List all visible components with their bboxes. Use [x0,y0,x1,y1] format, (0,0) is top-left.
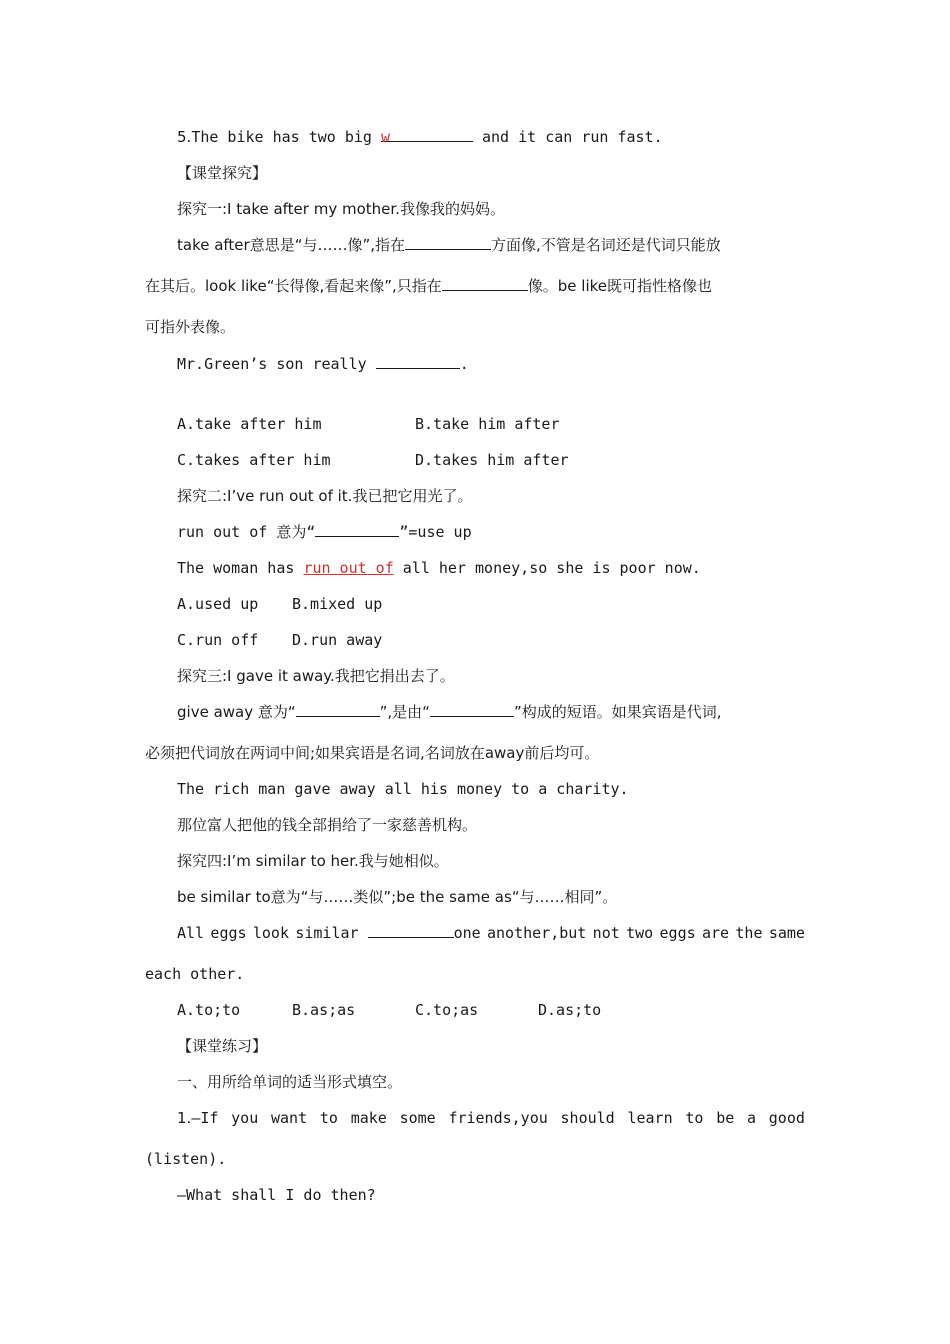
word: are [701,924,730,942]
explore-3-example-en: The rich man gave away all his money to a charity. [177,780,629,798]
practice-question-1-line: (listen). [145,1150,227,1168]
option-b[interactable]: B.mixed up [292,595,383,613]
hint-letter: w [380,128,390,146]
answer-blank[interactable] [376,354,460,369]
word: similar [295,924,359,942]
word: friends,you [448,1109,548,1127]
word: should [560,1109,615,1127]
text: take after意思是“与……像”,指在 [177,236,406,254]
word: look [252,924,289,942]
word-with-blank [295,923,480,943]
answer-blank[interactable] [405,235,491,250]
word: another,but [487,924,587,942]
explore-3-example-zh: 那位富人把他的钱全部捐给了一家慈善机构。 [177,816,478,834]
option-b[interactable]: B.take him after [415,415,560,433]
word: to [319,1109,338,1127]
section-heading-practice: 【课堂练习】 [177,1037,268,1055]
word: one [453,924,481,942]
text: give away 意为“ [177,703,296,721]
question-number: 1. [177,1109,192,1127]
question-text: Mr.Green’s son really [177,355,376,373]
text: ”=use up [399,523,472,541]
answer-blank[interactable] [442,276,528,291]
word: some [399,1109,436,1127]
answer-blank[interactable] [296,702,380,717]
explore-2-example [177,558,701,578]
word: a [747,1109,757,1127]
practice-heading: 一、用所给单词的适当形式填空。 [177,1073,403,1091]
explore-1-paragraph-line [145,276,712,296]
word: the [735,924,763,942]
word: want [271,1109,308,1127]
option-c[interactable]: C.to;as [415,1001,479,1019]
option-a[interactable]: A.take after him [177,415,322,433]
question-5 [177,127,663,147]
explore-1-paragraph-line [177,235,721,255]
word: —If [191,1109,219,1127]
answer-blank[interactable] [368,923,454,938]
text: 在其后。look like“长得像,看起来像”,只指在 [145,277,442,295]
answer-blank[interactable] [315,522,399,537]
option-c[interactable]: C.run off [177,631,259,649]
option-d[interactable]: D.as;to [538,1001,602,1019]
option-d[interactable]: D.takes him after [415,451,569,469]
text: all her money,so she is poor now. [393,559,701,577]
word: not [592,924,620,942]
text: ”,是由“ [379,703,430,721]
question-number-with-word [177,1108,218,1128]
option-b[interactable]: B.as;as [292,1001,356,1019]
word: learn [627,1109,673,1127]
explore-4-title: 探究四:I’m similar to her.我与她相似。 [177,852,449,870]
text: 像。be like既可指性格像也 [527,277,713,295]
word: be [716,1109,735,1127]
practice-question-1-line: —What shall I do then? [177,1186,376,1204]
answer-blank[interactable] [380,127,473,146]
option-a[interactable]: A.to;to [177,1001,241,1019]
option-d[interactable]: D.run away [292,631,383,649]
question-text-end: . [459,355,469,373]
option-c[interactable]: C.takes after him [177,451,331,469]
explore-4-question-line [177,923,805,943]
question-number: 5. [177,128,192,146]
explore-1-title: 探究一:I take after my mother.我像我的妈妈。 [177,200,505,218]
practice-question-1 [177,1108,805,1128]
answer-blank[interactable] [430,702,514,717]
word: make [350,1109,387,1127]
explore-2-definition [177,522,472,542]
explore-3-paragraph-line [177,702,722,722]
explore-1-paragraph-line: 可指外表像。 [145,318,236,336]
explore-1-question [177,354,469,374]
text: The woman has [177,559,304,577]
explore-3-title: 探究三:I gave it away.我把它捐出去了。 [177,667,455,685]
question-text: The bike has two big [191,128,381,146]
explore-3-paragraph-line: 必须把代词放在两词中间;如果宾语是名词,名词放在away前后均可。 [145,744,600,762]
word: All [177,924,205,942]
question-text-end: and it can run fast. [472,128,663,146]
word: same [768,924,805,942]
option-a[interactable]: A.used up [177,595,259,613]
section-heading-explore: 【课堂探究】 [177,164,268,182]
text: run out of 意为“ [177,523,316,541]
word: eggs [210,924,247,942]
word: you [231,1109,259,1127]
explore-4-definition: be similar to意为“与……类似”;be the same as“与……相同”。 [177,888,618,906]
highlighted-phrase: run out of [303,559,394,577]
word: good [768,1109,805,1127]
word: to [685,1109,704,1127]
word: eggs [659,924,696,942]
word: two [626,924,654,942]
text: 方面像,不管是名词还是代词只能放 [491,236,721,254]
text: ”构成的短语。如果宾语是代词, [513,703,722,721]
explore-4-question-line: each other. [145,965,245,983]
explore-2-title: 探究二:I’ve run out of it.我已把它用光了。 [177,487,473,505]
